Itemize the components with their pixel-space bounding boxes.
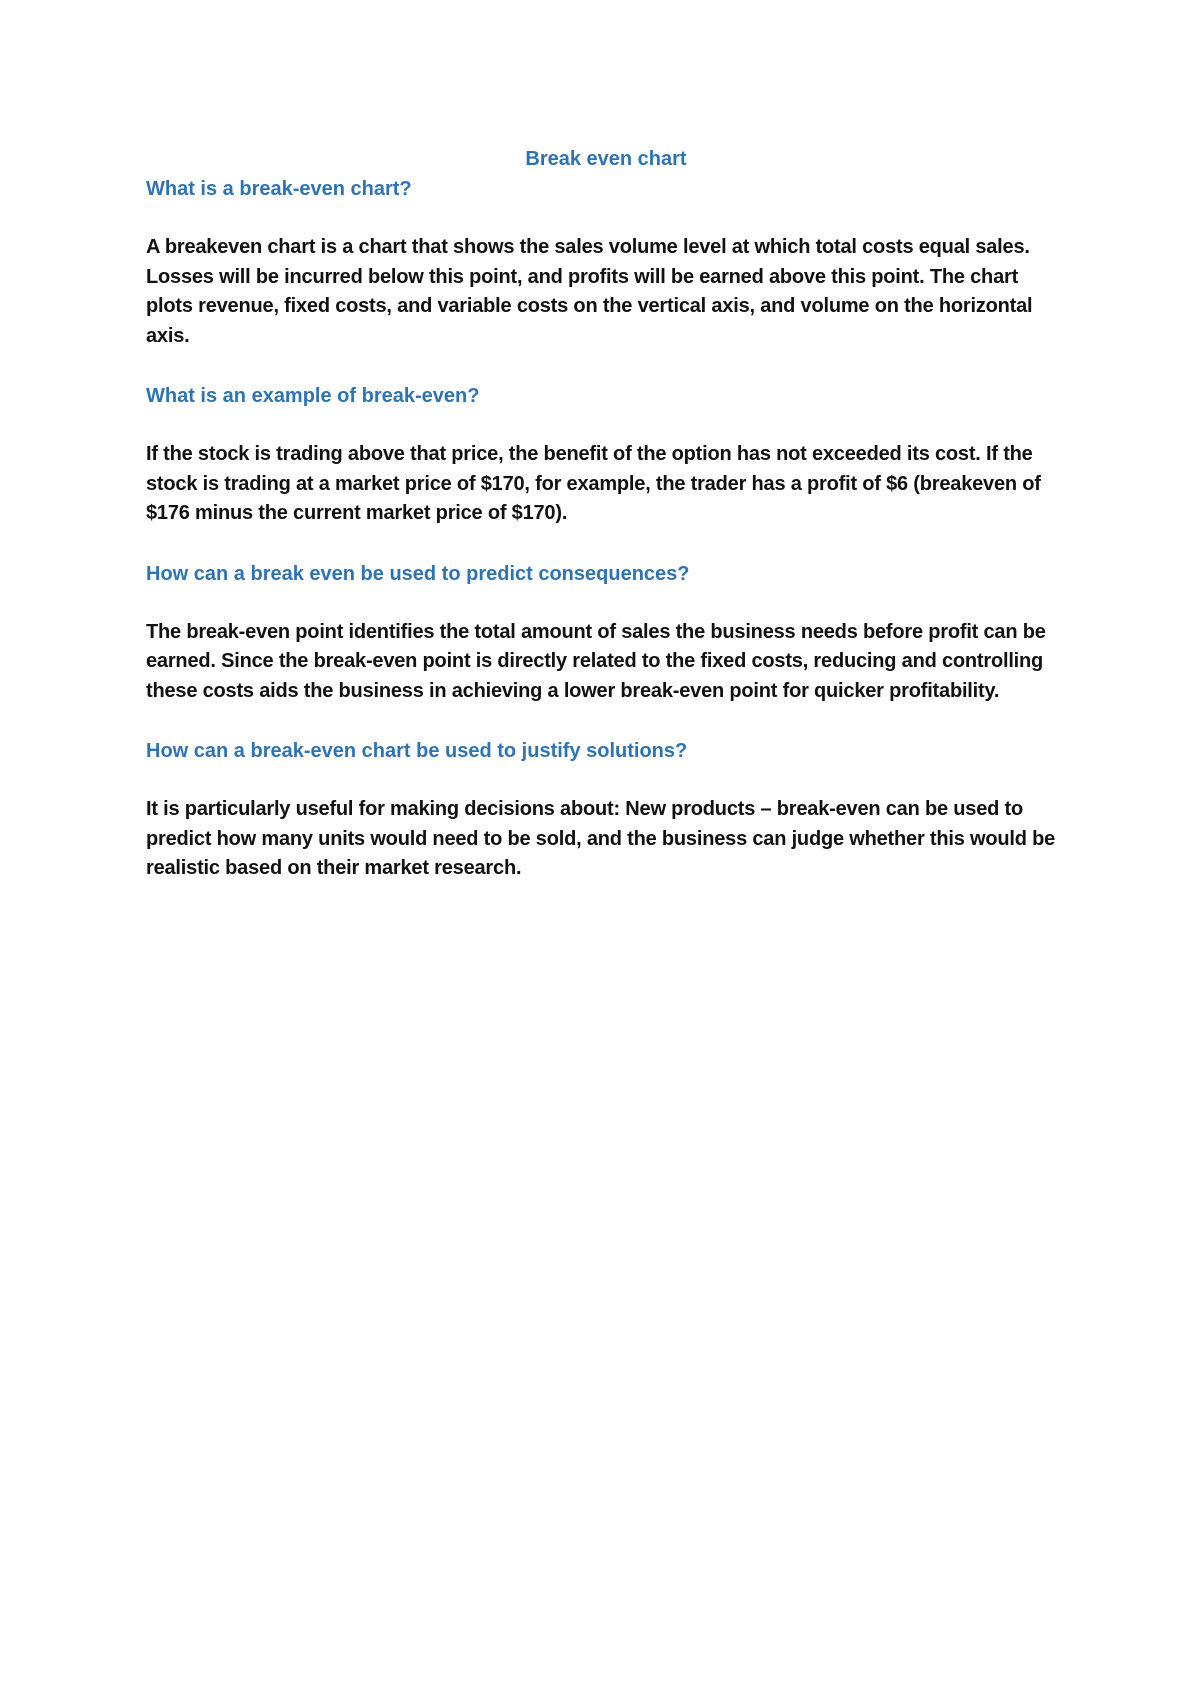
section-body-what-is: A breakeven chart is a chart that shows the sales volume level at which total costs equal sales. Losses will be incurred below this point, and profits will be earned above this point. The chart plots revenue, fixed costs, and variable costs on the vertical axis, and volume on the horizontal axis. bbox=[146, 236, 1033, 347]
section-body-justify: It is particularly useful for making decisions about: New products – break-even can be used to predict how many units would need to be sold, and the business can judge whether this would be realistic based on their market research. bbox=[146, 798, 1056, 879]
section-heading-example: What is an example of break-even? bbox=[146, 385, 480, 407]
section-body-example: If the stock is trading above that price, the benefit of the option has not exceeded its cost. If the stock is trading at a market price of $170, for example, the trader has a profit of $6 (breakeven of $176 minus the current market price of $170). bbox=[146, 443, 1041, 524]
section-body-predict: The break-even point identifies the total amount of sales the business needs before profit can be earned. Since the break-even point is directly related to the fixed costs, reducing and controlling these costs aids the business in achieving a lower break-even point for quicker profitability. bbox=[146, 620, 1046, 702]
section-heading-what-is: What is a break-even chart? bbox=[146, 178, 412, 200]
document-title: Break even chart bbox=[525, 148, 687, 170]
section-heading-predict: How can a break even be used to predict consequences? bbox=[146, 562, 690, 585]
section-heading-justify: How can a break-even chart be used to justify solutions? bbox=[146, 740, 688, 762]
document-content bbox=[146, 144, 1066, 914]
